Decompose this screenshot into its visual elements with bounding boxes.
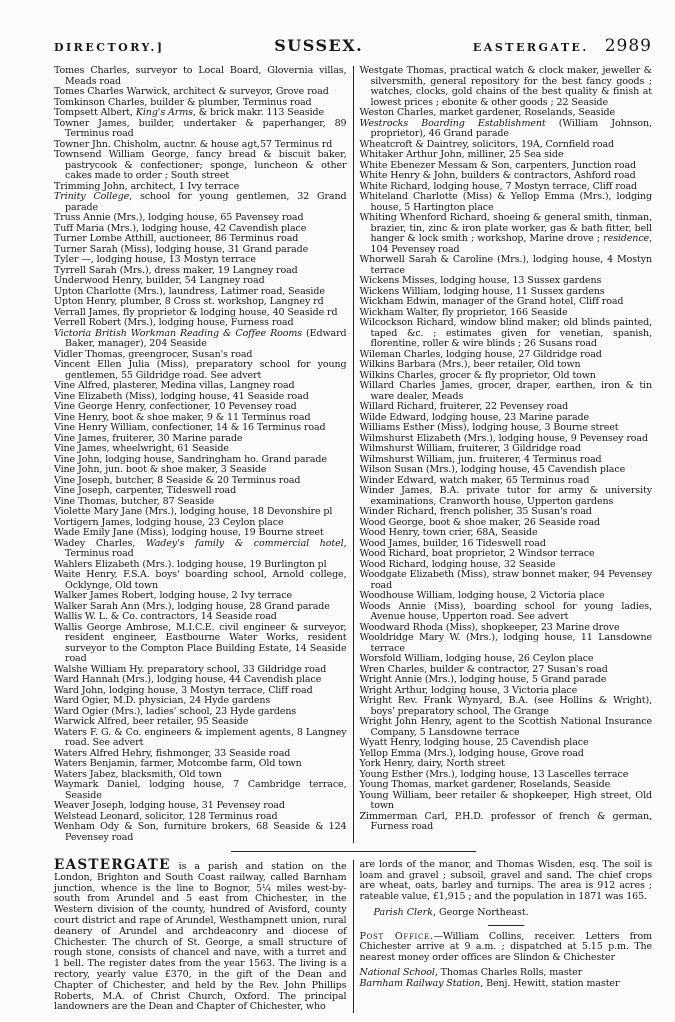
directory-entry: Wickens Misses, lodging house, 13 Sussex gardens	[359, 275, 602, 286]
directory-entry: Zimmerman Carl, P.H.D. professor of french & german, Furness road	[359, 810, 652, 832]
directory-entry: Wickens William, lodging house, 11 Sussex gardens	[359, 285, 605, 297]
directory-entry: Young Esther (Mrs.), lodging house, 13 Lascelles terrace	[359, 768, 629, 780]
directory-entry: Worsfold William, lodging house, 26 Ceylon place	[359, 653, 594, 664]
directory-entry: Yellop Emma (Mrs.), lodging house, Grove road	[359, 747, 584, 759]
directory-entry: Turner Lombe Atthill, auctioneer, 86 Terminus road	[54, 233, 299, 244]
directory-entry: Wilkins Charles, grocer & fly proprietor, Old town	[359, 369, 596, 381]
post-office-divider-rule	[488, 925, 524, 926]
directory-entry: Towner James, builder, undertaker & paperhanger, 89 Terminus road	[54, 117, 347, 139]
post-office-notice: Post Office.—William Collins, receiver. Letters from Chichester arrive at 9 a.m. ; dispatched at 5.15 p.m. The nearest money order offices are Slindon & Chichester	[359, 930, 652, 963]
directory-entry: Tyler —, lodging house, 13 Mostyn terrace	[54, 254, 256, 265]
directory-entry: Wood George, boot & shoe maker, 26 Seaside road	[359, 516, 600, 528]
header-directory-label: DIRECTORY.]	[54, 41, 165, 54]
directory-entry: Ward Ogier (Mrs.), ladies' school, 23 Hyde gardens	[54, 705, 297, 717]
header-place-label: EASTERGATE.	[472, 41, 589, 54]
directory-entry: Upton Henry, plumber, 8 Cross st. workshop, Langney rd	[54, 296, 324, 307]
page-header	[54, 36, 652, 56]
directory-entry: Wright Annie (Mrs.), lodging house, 5 Grand parade	[359, 674, 607, 685]
directory-entry: Vine George Henry, confectioner, 10 Pevensey road	[54, 401, 297, 412]
directory-entry: Wooldridge Mary W. (Mrs.), lodging house, 11 Lansdowne terrace	[359, 632, 652, 654]
directory-entry: Wilmshurst William, jun. fruiterer, 4 Terminus road	[359, 453, 602, 465]
directory-entry: Ward John, lodging house, 3 Mostyn terrace, Cliff road	[54, 684, 313, 696]
parish-clerk-line: Parish Clerk, George Northeast.	[373, 907, 529, 918]
directory-entry: Wilson Susan (Mrs.), lodging house, 45 Cavendish place	[359, 464, 626, 475]
directory-entry: White Richard, lodging house, 7 Mostyn terrace, Cliff road	[359, 180, 637, 192]
directory-entry: Winder Richard, french polisher, 35 Susan's road	[359, 506, 592, 517]
directory-entry: Wilmshurst William, fruiterer, 3 Gildridge road	[359, 443, 581, 454]
directory-entry: Vine Joseph, butcher, 8 Seaside & 20 Terminus road	[54, 474, 301, 486]
directory-entry: Westgate Thomas, practical watch & clock maker, jeweller & silversmith, general repository for the best fancy goods ; watches, clocks, gold chains of the best quality & finish at lowest prices ; ebonite & other goods ; 22 Seaside	[359, 65, 652, 108]
directory-entry: Whiteland Charlotte (Miss) & Yellop Emma (Mrs.), lodging house, 5 Hartington place	[359, 191, 652, 213]
directory-entry: Vidler Thomas, greengrocer, Susan's road	[54, 348, 253, 360]
directory-entry: Wyatt Henry, lodging house, 25 Cavendish place	[359, 737, 589, 748]
directory-entry: Williams Esther (Miss), lodging house, 3 Bourne street	[359, 422, 619, 433]
directory-entry: Winder James, B.A. private tutor for army & university examinations, Cranworth house, Upperton gardens	[359, 485, 652, 507]
directory-entry: Wilcockson Richard, window blind maker; old blinds painted, taped &c. ; estimates given for venetian, spanish, florentine, roller & wire blinds ; 26 Susans road	[359, 317, 652, 349]
directory-entry: Trimming John, architect, 1 Ivy terrace	[54, 180, 240, 192]
directory-entry: Vine Henry, boot & shoe maker, 9 & 11 Terminus road	[54, 411, 311, 423]
directory-entry: Vine Thomas, butcher, 87 Seaside	[54, 495, 215, 507]
directory-entry: Wallis W. L. & Co. contractors, 14 Seaside road	[54, 611, 277, 622]
directory-entry: Vine James, fruiterer, 30 Marine parade	[54, 432, 243, 444]
directory-entry: Wilde Edward, lodging house, 23 Marine parade	[359, 411, 590, 423]
directory-entry: Young Thomas, market gardener, Roselands, Seaside	[359, 779, 611, 790]
gazetteer-description-continued: are lords of the manor, and Thomas Wisden, esq. The soil is loam and gravel ; subsoil, gravel and sand. The chief crops are wheat, oats, barley and turnips. The area is 912 acres ; rateable value, £1,915 ; and the population in 1871 was 165.	[359, 859, 652, 902]
directory-entry: Woodward Rhoda (Miss), shopkeeper, 23 Marine drove	[359, 621, 620, 633]
directory-entry: Ward Ogier, M.D. physician, 24 Hyde gardens	[54, 695, 271, 706]
directory-entry: Warwick Alfred, beer retailer, 95 Seaside	[54, 716, 249, 727]
directory-entry: Vine John, jun. boot & shoe maker, 3 Seaside	[54, 464, 267, 475]
directory-entry: Vine Alfred, plasterer, Medina villas, Langney road	[54, 380, 295, 391]
directory-entry: Weston Charles, market gardener, Roselands, Seaside	[359, 107, 616, 118]
directory-entry: Tomes Charles Warwick, architect & surveyor, Grove road	[54, 86, 329, 97]
directory-entry: Waite Henry, F.S.A. boys' boarding school, Arnold college, Ocklynge, Old town	[54, 569, 347, 591]
directory-entry: Woods Annie (Miss), boarding school for young ladies, Avenue house, Upperton road. See advert	[359, 600, 652, 622]
directory-entry: Wileman Charles, lodging house, 27 Gildridge road	[359, 348, 602, 360]
directory-entry: Tuff Maria (Mrs.), lodging house, 42 Cavendish place	[54, 222, 307, 234]
gazetteer-columns	[54, 857, 652, 1013]
directory-entry: Wallis George Ambrose, M.I.C.E. civil engineer & surveyor, resident engineer, Eastbourne Water Works, resident surveyor to the Compton Place Building Estate, 14 Seaside road	[54, 621, 347, 664]
directory-entry: York Henry, dairy, North street	[359, 758, 505, 769]
page-title: SUSSEX.	[274, 36, 364, 55]
directory-entry: Waters Jabez, blacksmith, Old town	[54, 768, 222, 780]
directory-entry: Welstead Leonard, solicitor, 128 Terminus road	[54, 810, 278, 822]
directory-entry: Vine John, lodging house, Sandringham ho. Grand parade	[54, 453, 327, 465]
directory-entry: Weaver Joseph, lodging house, 31 Pevensey road	[54, 800, 285, 811]
directory-entry: Wren Charles, builder & contractor, 27 Susan's road	[359, 663, 608, 675]
directory-entry: Wilmshurst Elizabeth (Mrs.), lodging house, 9 Pevensey road	[359, 432, 648, 444]
directory-entry: Vine Henry William, confectioner, 14 & 16 Terminus road	[54, 422, 326, 433]
directory-entry: Wright Rev. Frank Wynyard, B.A. (see Hollins & Wright), boys' preparatory school, The Grange	[359, 695, 652, 717]
directory-entry: Tomes Charles, surveyor to Local Board, Glovernia villas, Meads road	[54, 65, 347, 87]
directory-entry: Waters F. G. & Co. engineers & implement agents, 8 Langney road. See advert	[54, 726, 347, 748]
directory-entry: Wright Arthur, lodging house, 3 Victoria place	[359, 684, 578, 696]
directory-entry: White Henry & John, builders & contractors, Ashford road	[359, 170, 636, 181]
directory-entry: Waters Alfred Hehry, fishmonger, 33 Seaside road	[54, 747, 291, 759]
directory-entry: Victoria British Workman Reading & Coffee Rooms (Edward Baker, manager), 204 Seaside	[54, 327, 347, 349]
barnham-station-line: Barnham Railway Station, Benj. Hewitt, station master	[359, 977, 620, 989]
directory-entry: Wilkins Barbara (Mrs.), beer retailer, Old town	[359, 359, 581, 370]
directory-entry: Violette Mary Jane (Mrs.), lodging house, 18 Devonshire pl	[54, 506, 333, 517]
directory-entry: Wadey Charles, Wadey's family & commercial hotel, Terminus road	[54, 537, 347, 559]
directory-entry: Waymark Daniel, lodging house, 7 Cambridge terrace, Seaside	[54, 779, 347, 801]
directory-entry: Whitaker Arthur John, milliner, 25 Sea side	[359, 149, 564, 160]
directory-entry: Turner Sarah (Miss), lodging house, 31 Grand parade	[54, 243, 309, 255]
directory-entry: Verrell Robert (Mrs.), lodging house, Furness road	[54, 317, 294, 328]
directory-entry: Wood Henry, town crier, 68A, Seaside	[359, 527, 538, 538]
directory-entry: Truss Annie (Mrs.), lodging house, 65 Pavensey road	[54, 212, 304, 223]
directory-entry: Vincent Ellen Julia (Miss), preparatory school for young gentlemen, 55 Gildridge road. See advert	[54, 359, 347, 381]
directory-columns	[54, 66, 652, 843]
directory-entry: Walshe William Hy. preparatory school, 33 Gildridge road	[54, 663, 327, 675]
directory-entry: Whorwell Sarah & Caroline (Mrs.), lodging house, 4 Mostyn terrace	[359, 254, 652, 276]
header-right-group	[473, 36, 652, 56]
directory-entry: Westrocks Boarding Establishment (William Johnson, proprietor), 46 Grand parade	[359, 117, 652, 139]
directory-entry: Ward Hannah (Mrs.), lodging house, 44 Cavendish place	[54, 674, 322, 685]
directory-left-column	[54, 66, 347, 843]
directory-entry: Verrall James, fly proprietor & lodging house, 40 Seaside rd	[54, 306, 338, 318]
gazetteer-left-column	[54, 857, 347, 1013]
directory-entry: Young William, beer retailer & shopkeeper, High street, Old town	[359, 789, 652, 811]
directory-entry: Wahlers Elizabeth (Mrs.). lodging house, 19 Burlington pl	[54, 558, 327, 570]
directory-entry: Vortigern James, lodging house, 23 Ceylon place	[54, 516, 284, 528]
directory-entry: Walker James Robert, lodging house, 2 Ivy terrace	[54, 590, 293, 601]
directory-entry: Wright John Henry, agent to the Scottish National Insurance Company, 5 Lansdowne terrace	[359, 716, 652, 738]
directory-right-column	[360, 66, 653, 843]
directory-entry: Vine James, wheelwright, 61 Seaside	[54, 443, 229, 454]
directory-entry: Underwood Henry, builder, 54 Langney road	[54, 275, 265, 286]
directory-entry: Trinity College, school for young gentlemen, 32 Grand parade	[54, 191, 347, 213]
gazetteer-column-divider-rule	[353, 860, 354, 1013]
directory-entry: Tompsett Albert, King's Arms, & brick makr. 113 Seaside	[54, 107, 325, 118]
directory-entry: Towner Jhn. Chisholm, auctnr. & house agt,57 Terminus rd	[54, 138, 333, 150]
directory-entry: White Ebenezer Messam & Son, carpenters, Junction road	[359, 159, 637, 171]
directory-entry: Upton Charlotte (Mrs.), laundress, Latimer road, Seaside	[54, 285, 325, 297]
directory-entry: Waters Benjamin, farmer, Motcombe farm, Old town	[54, 758, 302, 769]
gazetteer-description: EASTERGATE is a parish and station on the London, Brighton and South Coast railway, called Barnham junction, whence is the line to Bognor, 5¼ miles west-by-south from Arundel and 5 east from Chichester, in the Western division of the county, hundred of Avisford, county court district and rape of Arundel, Westhampnett union, rural deanery of Arundel and archdeaconry and diocese of Chichester. The church of St. George, a small structure of rough stone, consists of chancel and nave, with a turret and 1 bell. The register dates from the year 1563. The living is a rectory, yearly value £370, in the gift of the Dean and Chapter of Chichester, and held by the Rev. John Phillips Roberts, M.A. of Christ Church, Oxford. The principal landowners are the Dean and Chapter of Chichester, who	[54, 857, 347, 1013]
gazetteer-right-column	[360, 860, 653, 1013]
directory-entry: Wood James, builder, 16 Tideswell road	[359, 537, 546, 549]
directory-entry: Townsend William George, fancy bread & biscuit baker, pastrycook & confectioner; sponge, luncheon & other cakes made to order ; South street	[54, 149, 347, 181]
section-divider-rule	[231, 851, 476, 852]
national-school-line: National School, Thomas Charles Rolls, master	[359, 967, 583, 978]
column-divider-rule	[353, 66, 354, 843]
directory-entry: Wood Richard, boat proprietor, 2 Windsor terrace	[359, 548, 595, 559]
directory-entry: Wade Emily Jane (Miss), lodging house, 19 Bourne street	[54, 527, 324, 538]
directory-entry: Wickham Edwin, manager of the Grand hotel, Cliff road	[359, 296, 624, 307]
page-number: 2989	[604, 36, 652, 56]
directory-entry: Wenham Ody & Son, furniture brokers, 68 Seaside & 124 Pevensey road	[54, 821, 347, 843]
directory-entry: Woodhouse William, lodging house, 2 Victoria place	[359, 590, 605, 601]
directory-entry: Walker Sarah Ann (Mrs.), lodging house, 28 Grand parade	[54, 600, 330, 612]
directory-entry: Tyrrell Sarah (Mrs.), dress maker, 19 Langney road	[54, 264, 298, 276]
directory-entry: Vine Joseph, carpenter, Tideswell road	[54, 485, 237, 496]
directory-entry: Vine Elizabeth (Miss), lodging house, 41 Seaside road	[54, 390, 309, 402]
directory-entry: Whiting Whenford Richard, shoeing & general smith, tinman, brazier, tin, zinc & iron plate worker, gas & bath fitter, bell hanger & lock smith ; workshop, Marine drove ; residence, 104 Pevensey road	[359, 212, 652, 255]
directory-entry: Wheatcroft & Daintrey, solicitors, 19A, Cornfield road	[359, 138, 615, 150]
directory-entry: Willard Richard, fruiterer, 22 Pevensey road	[359, 401, 569, 412]
directory-entry: Tomkinson Charles, builder & plumber, Terminus road	[54, 96, 312, 108]
directory-entry: Willard Charles James, grocer, draper, earthen, iron & tin ware dealer, Meads	[359, 380, 652, 402]
directory-entry: Winder Edward, watch maker, 65 Terminus road	[359, 474, 590, 486]
directory-entry: Wickham Walter, fly proprietor, 166 Seaside	[359, 306, 568, 318]
directory-entry: Woodgate Elizabeth (Miss), straw bonnet maker, 94 Pevensey road	[359, 569, 652, 591]
directory-entry: Wood Richard, lodging house, 32 Seaside	[359, 558, 556, 570]
